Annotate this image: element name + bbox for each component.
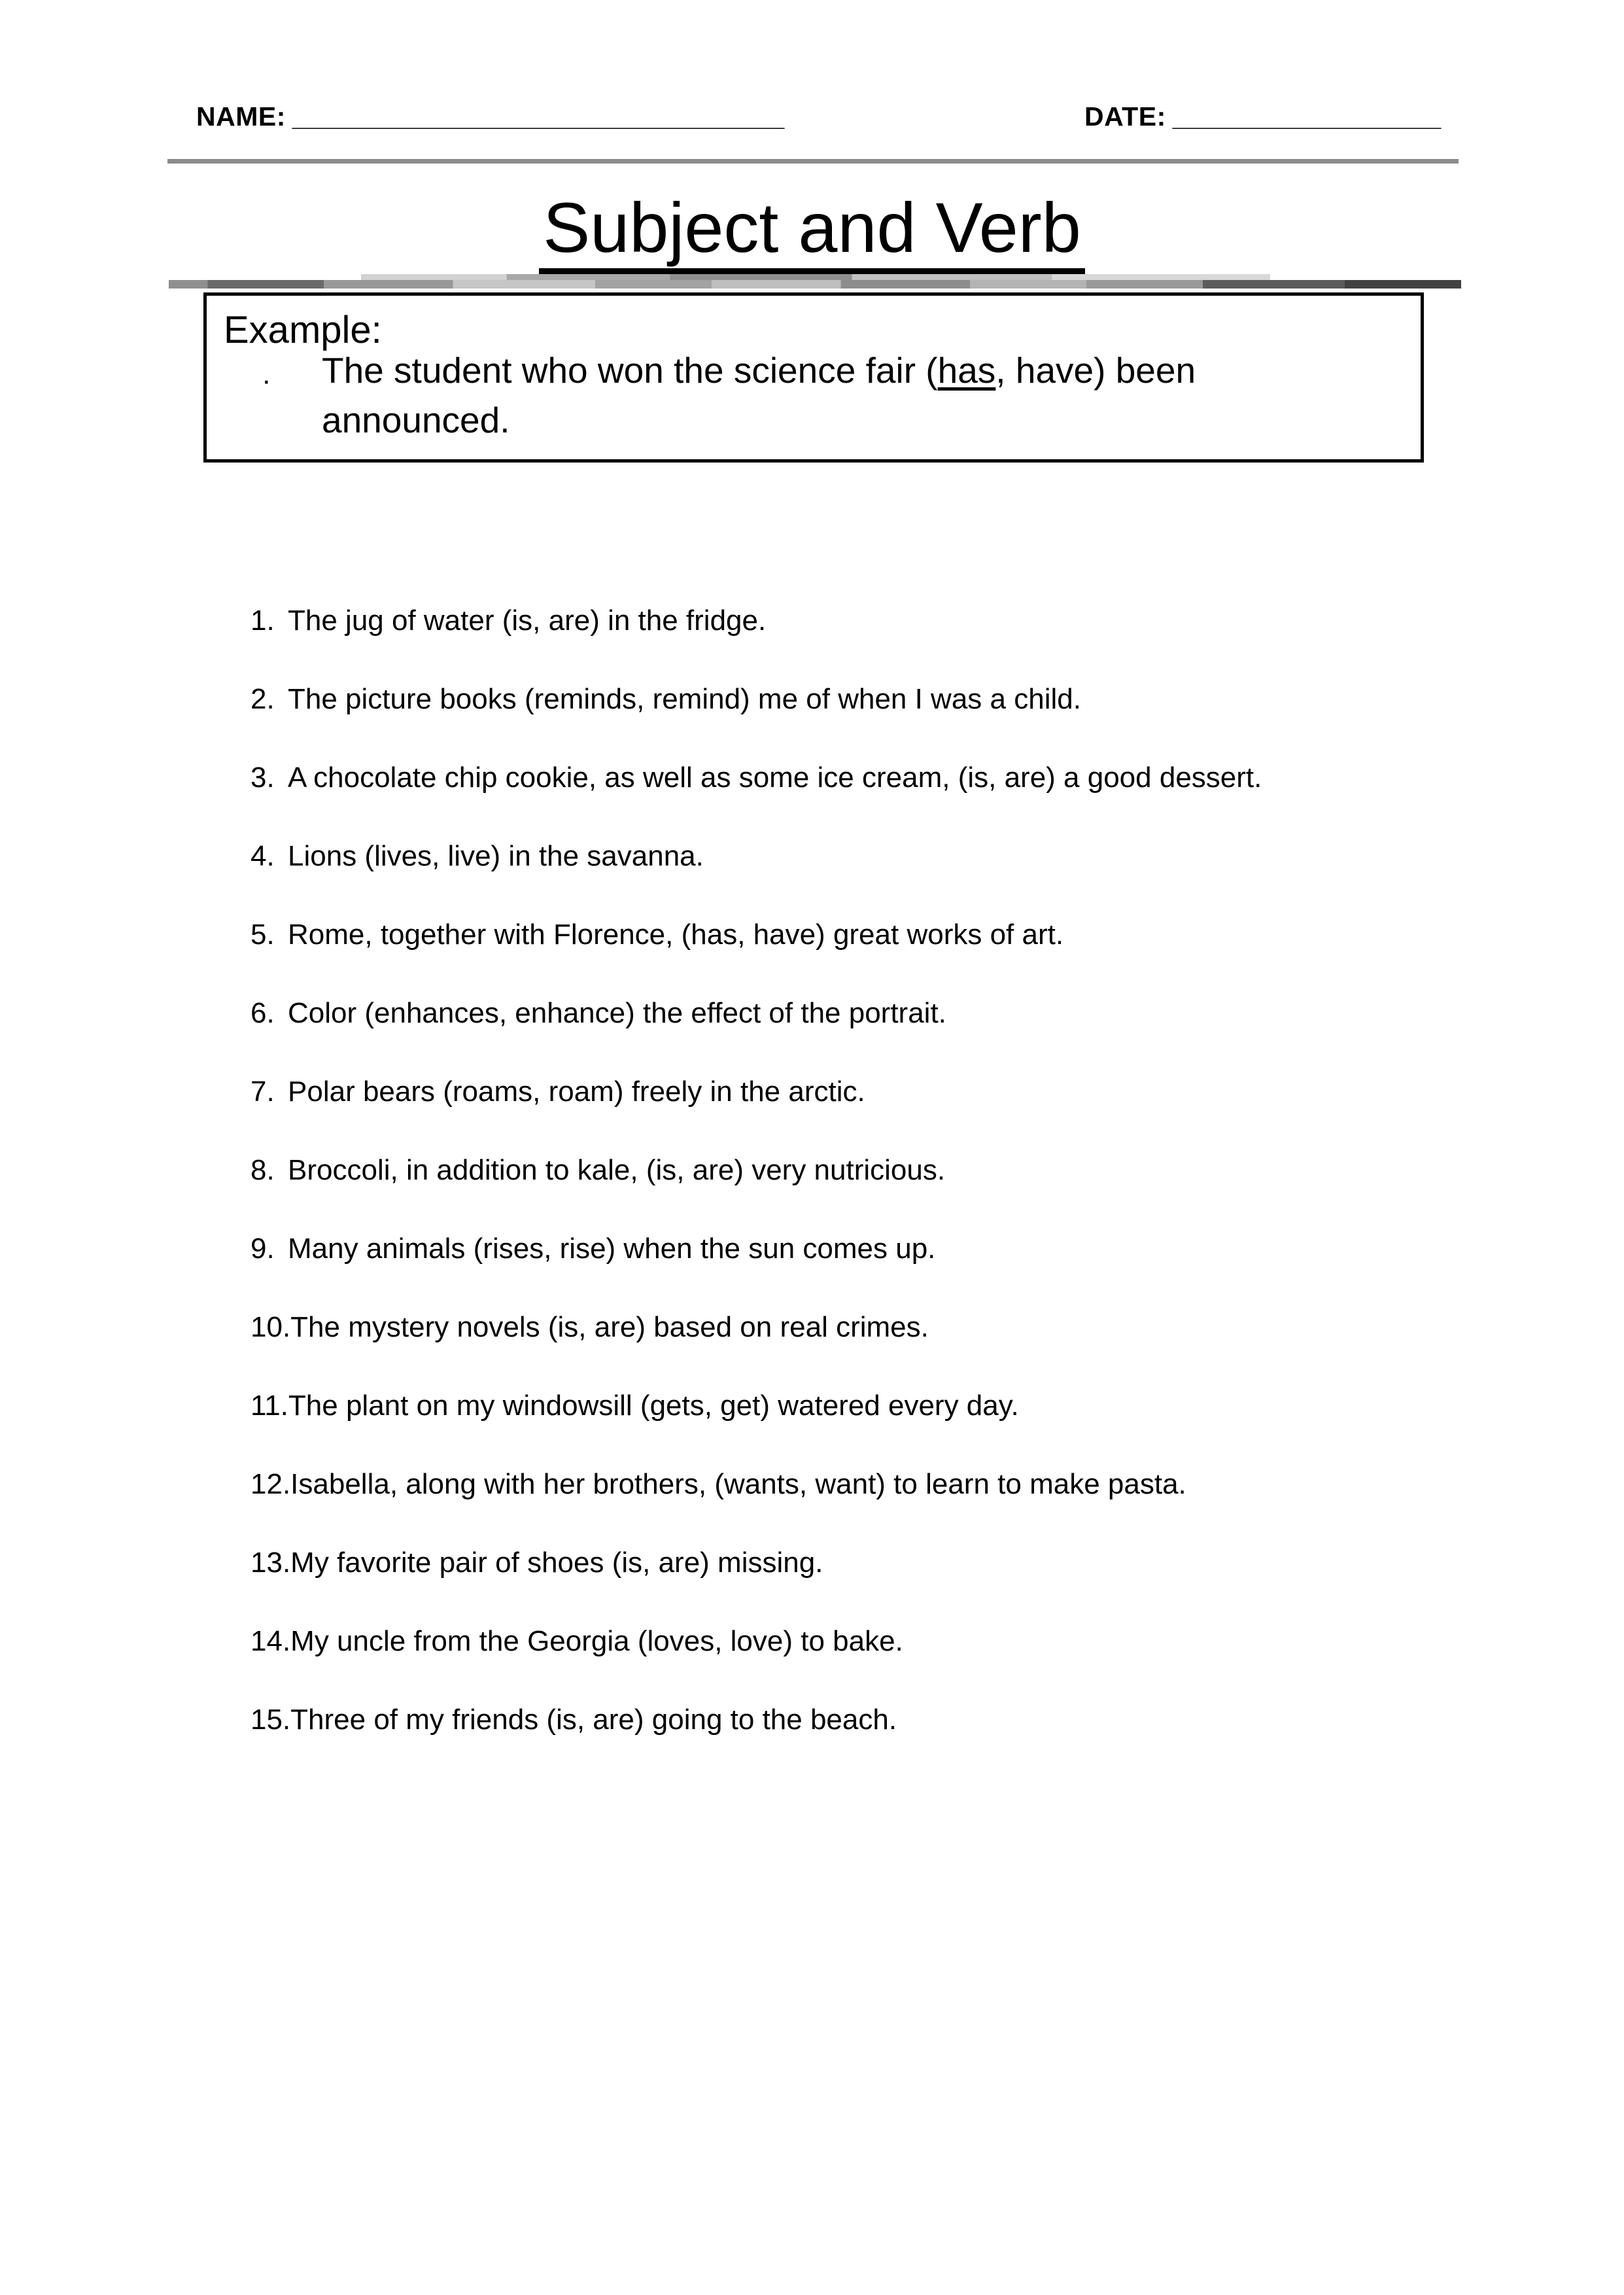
question-row xyxy=(251,1624,1559,1659)
question-text: Isabella, along with her brothers, (wants, want) to learn to make pasta. xyxy=(290,1468,1186,1500)
question-number: 1. xyxy=(251,604,275,637)
question-number: 15. xyxy=(251,1704,291,1736)
bullet-dot: · xyxy=(262,364,271,396)
date-field xyxy=(1084,101,1441,132)
question-text: Many animals (rises, rise) when the sun comes up. xyxy=(288,1233,936,1265)
question-row xyxy=(251,1231,1559,1267)
question-number: 4. xyxy=(251,840,275,872)
question-text: Color (enhances, enhance) the effect of the portrait. xyxy=(288,997,946,1029)
question-number: 13. xyxy=(251,1547,291,1579)
name-field xyxy=(196,101,784,132)
example-line2: announced. xyxy=(322,400,510,440)
question-text: My uncle from the Georgia (loves, love) to bake. xyxy=(290,1625,903,1657)
question-number: 3. xyxy=(251,762,275,794)
question-row xyxy=(251,760,1559,796)
example-sentence xyxy=(322,345,1196,445)
decorative-band-lower xyxy=(169,280,1461,289)
question-text: My favorite pair of shoes (is, are) missing. xyxy=(290,1547,823,1579)
question-row xyxy=(251,1388,1559,1424)
question-number: 14. xyxy=(251,1625,291,1657)
page-title: Subject and Verb xyxy=(539,192,1085,275)
question-row xyxy=(251,1467,1559,1502)
question-list xyxy=(251,603,1559,1781)
question-text: The plant on my windowsill (gets, get) watered every day. xyxy=(288,1390,1019,1422)
question-number: 10. xyxy=(251,1311,291,1343)
question-row xyxy=(251,682,1559,717)
question-text: The picture books (reminds, remind) me of when I was a child. xyxy=(288,683,1081,715)
name-blank-line: _________________________________ xyxy=(292,101,785,131)
question-text: The jug of water (is, are) in the fridge. xyxy=(288,604,767,637)
header-divider-rule xyxy=(167,159,1459,164)
example-box xyxy=(203,292,1424,463)
question-text: Lions (lives, live) in the savanna. xyxy=(288,840,704,872)
question-number: 6. xyxy=(251,997,275,1029)
example-line1-pre: The student who won the science fair ( xyxy=(322,350,938,391)
question-number: 12. xyxy=(251,1468,291,1500)
question-text: Broccoli, in addition to kale, (is, are) very nutricious. xyxy=(288,1154,946,1186)
date-label: DATE: xyxy=(1084,101,1166,131)
name-label: NAME: xyxy=(196,101,286,131)
question-number: 2. xyxy=(251,683,275,715)
question-row xyxy=(251,839,1559,874)
title-row xyxy=(0,188,1624,275)
question-row xyxy=(251,1702,1559,1738)
question-row xyxy=(251,1310,1559,1345)
question-text: Polar bears (roams, roam) freely in the arctic. xyxy=(288,1076,865,1108)
date-blank-line: __________________ xyxy=(1172,101,1442,131)
question-row xyxy=(251,996,1559,1031)
example-label: Example: xyxy=(224,309,382,351)
question-text: Three of my friends (is, are) going to the beach. xyxy=(290,1704,897,1736)
question-row xyxy=(251,1153,1559,1188)
question-number: 8. xyxy=(251,1154,275,1186)
question-row xyxy=(251,1545,1559,1581)
question-text: Rome, together with Florence, (has, have) great works of art. xyxy=(288,919,1064,951)
question-row xyxy=(251,1074,1559,1110)
question-number: 9. xyxy=(251,1233,275,1265)
example-answer-underlined: has xyxy=(937,350,996,391)
question-number: 7. xyxy=(251,1076,275,1108)
question-number: 11. xyxy=(251,1390,288,1422)
example-line1-post: , have) been xyxy=(995,350,1196,391)
question-row xyxy=(251,603,1559,639)
question-text: The mystery novels (is, are) based on real crimes. xyxy=(290,1311,929,1343)
question-number: 5. xyxy=(251,919,275,951)
question-text: A chocolate chip cookie, as well as some ice cream, (is, are) a good dessert. xyxy=(288,762,1262,794)
question-row xyxy=(251,917,1559,953)
